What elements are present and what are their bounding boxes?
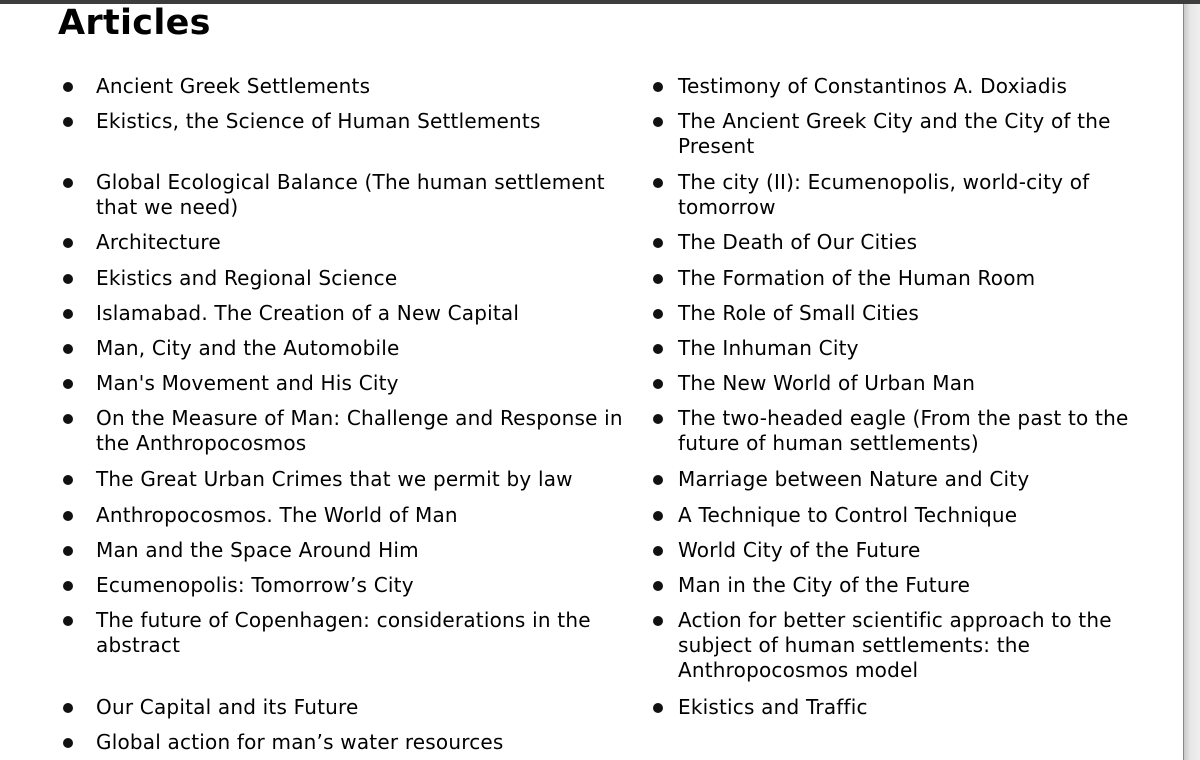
article-link[interactable]: The Formation of the Human Room <box>678 266 1036 290</box>
article-list-item[interactable] <box>60 695 630 720</box>
bullet-icon <box>653 344 663 354</box>
bullet-icon <box>653 82 663 92</box>
bullet-icon <box>653 274 663 284</box>
bullet-icon <box>63 379 73 389</box>
article-list-item[interactable] <box>650 301 1190 326</box>
bullet-icon <box>63 117 73 127</box>
article-link[interactable]: Testimony of Constantinos A. Doxiadis <box>678 74 1068 98</box>
bullet-icon <box>653 238 663 248</box>
article-link[interactable]: Ekistics and Regional Science <box>96 266 398 290</box>
article-link[interactable]: The Great Urban Crimes that we permit by law <box>96 467 573 491</box>
article-link[interactable]: The city (II): Ecumenopolis, world-city of tomorrow <box>678 170 1090 219</box>
article-list-item[interactable] <box>650 371 1190 396</box>
article-link[interactable]: Ecumenopolis: Tomorrow’s City <box>96 573 414 597</box>
article-link[interactable]: A Technique to Control Technique <box>678 503 1018 527</box>
bullet-icon <box>653 703 663 713</box>
article-link[interactable]: Architecture <box>96 230 221 254</box>
bullet-icon <box>63 703 73 713</box>
bullet-icon <box>63 581 73 591</box>
article-link[interactable]: Ekistics and Traffic <box>678 695 868 719</box>
bullet-icon <box>63 414 73 424</box>
article-link[interactable]: The New World of Urban Man <box>678 371 976 395</box>
bullet-icon <box>63 546 73 556</box>
bullet-icon <box>653 616 663 626</box>
bullet-icon <box>653 511 663 521</box>
article-link[interactable]: Man's Movement and His City <box>96 371 399 395</box>
article-link[interactable]: Marriage between Nature and City <box>678 467 1030 491</box>
article-link[interactable]: The Role of Small Cities <box>678 301 919 325</box>
article-list-item[interactable] <box>650 608 1183 683</box>
page-title: Articles <box>58 3 211 43</box>
article-link[interactable]: The Death of Our Cities <box>678 230 918 254</box>
article-list-item[interactable] <box>650 406 1173 456</box>
bullet-icon <box>63 274 73 284</box>
bullet-icon <box>63 178 73 188</box>
bullet-icon <box>653 178 663 188</box>
bullet-icon <box>653 581 663 591</box>
article-list-item[interactable] <box>60 538 630 563</box>
bullet-icon <box>653 414 663 424</box>
article-link[interactable]: World City of the Future <box>678 538 921 562</box>
article-list-item[interactable] <box>60 406 630 456</box>
article-link[interactable]: Man and the Space Around Him <box>96 538 419 562</box>
article-list-item[interactable] <box>60 266 630 291</box>
article-link[interactable]: Action for better scientific approach to the subject of human settlements: the Anthropocosmos model <box>678 608 1112 682</box>
article-list-item[interactable] <box>650 538 1190 563</box>
article-link[interactable]: The Ancient Greek City and the City of the Present <box>678 109 1111 158</box>
article-list-item[interactable] <box>60 573 630 598</box>
article-link[interactable]: Ekistics, the Science of Human Settlements <box>96 109 541 133</box>
article-list-item[interactable] <box>60 230 630 255</box>
article-list-item[interactable] <box>650 503 1190 528</box>
bullet-icon <box>653 379 663 389</box>
article-list-item[interactable] <box>60 467 630 492</box>
article-list-item[interactable] <box>650 336 1190 361</box>
article-link[interactable]: Man, City and the Automobile <box>96 336 400 360</box>
article-list-item[interactable] <box>650 230 1190 255</box>
bullet-icon <box>63 82 73 92</box>
article-list-item[interactable] <box>650 74 1190 99</box>
article-list-item[interactable] <box>60 336 630 361</box>
bullet-icon <box>63 475 73 485</box>
bullet-icon <box>63 309 73 319</box>
article-list-item[interactable] <box>650 266 1190 291</box>
article-link[interactable]: The future of Copenhagen: considerations in the abstract <box>96 608 591 657</box>
article-link[interactable]: Global action for man’s water resources <box>96 730 504 754</box>
article-list-item[interactable] <box>60 503 630 528</box>
article-list-item[interactable] <box>60 608 630 658</box>
article-list-item[interactable] <box>650 109 1158 159</box>
bullet-icon <box>653 546 663 556</box>
article-link[interactable]: Islamabad. The Creation of a New Capital <box>96 301 520 325</box>
article-link[interactable]: Our Capital and its Future <box>96 695 359 719</box>
bullet-icon <box>63 511 73 521</box>
article-list-item[interactable] <box>60 74 630 99</box>
bullet-icon <box>653 475 663 485</box>
article-link[interactable]: On the Measure of Man: Challenge and Response in the Anthropocosmos <box>96 406 623 455</box>
article-list-item[interactable] <box>650 467 1190 492</box>
article-list-item[interactable] <box>60 301 630 326</box>
article-list-item[interactable] <box>60 109 630 134</box>
article-list-item[interactable] <box>650 695 1190 720</box>
bullet-icon <box>63 238 73 248</box>
bullet-icon <box>653 117 663 127</box>
article-link[interactable]: Ancient Greek Settlements <box>96 74 371 98</box>
article-list-item[interactable] <box>60 730 630 755</box>
bullet-icon <box>653 309 663 319</box>
article-link[interactable]: Man in the City of the Future <box>678 573 971 597</box>
bullet-icon <box>63 344 73 354</box>
article-link[interactable]: The two-headed eagle (From the past to the future of human settlements) <box>678 406 1129 455</box>
article-list-item[interactable] <box>650 573 1190 598</box>
bullet-icon <box>63 616 73 626</box>
article-link[interactable]: Global Ecological Balance (The human settlement that we need) <box>96 170 605 219</box>
bullet-icon <box>63 738 73 748</box>
article-list-item[interactable] <box>650 170 1128 220</box>
article-list-item[interactable] <box>60 371 630 396</box>
article-link[interactable]: The Inhuman City <box>678 336 859 360</box>
article-list-item[interactable] <box>60 170 630 220</box>
article-link[interactable]: Anthropocosmos. The World of Man <box>96 503 458 527</box>
